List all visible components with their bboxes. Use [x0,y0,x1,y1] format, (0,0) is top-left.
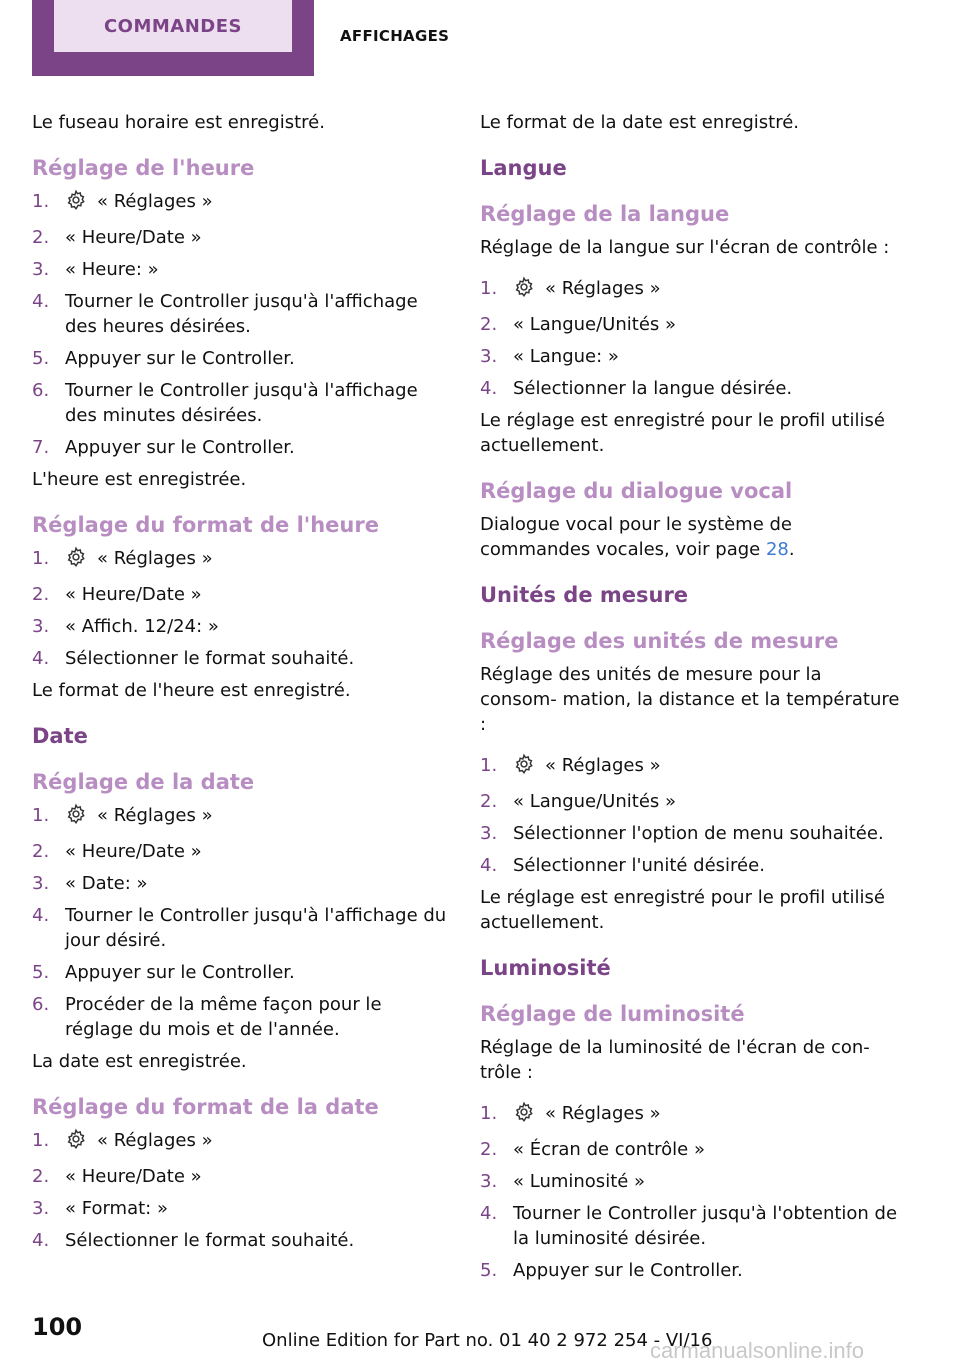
tab-commandes-label: COMMANDES [54,0,292,52]
step-number: 1. [480,1103,498,1124]
paragraph-luminosite-intro: Réglage de la luminosité de l'écran de con‐ trôle : [480,1037,870,1083]
step-number: 5. [32,348,50,369]
step-text: « Réglages » [545,755,661,776]
paragraph-date: La date est enregistrée. [32,1051,247,1072]
list-item [480,1101,900,1130]
step-number: 2. [32,584,50,605]
heading-unites: Unités de mesure [480,583,689,607]
step-text: « Heure/Date » [65,227,202,248]
paragraph-dialogue [480,512,900,562]
settings-gear-icon [65,546,87,575]
step-number: 1. [32,548,50,569]
list-item [32,646,452,671]
step-text: « Réglages » [545,278,661,299]
list-item [480,1258,900,1283]
heading-reglage-unites: Réglage des unités de mesure [480,629,839,653]
step-text: « Affich. 12/24: » [65,616,219,637]
step-number: 6. [32,380,50,401]
list-item [480,753,900,782]
list-item [32,257,452,282]
list-item [32,225,452,250]
step-number: 2. [480,791,498,812]
tab-commandes[interactable] [32,0,314,76]
list-item [32,803,452,832]
step-text: « Écran de contrôle » [513,1139,705,1160]
list-item [32,189,452,218]
heading-reglage-luminosite: Réglage de luminosité [480,1002,745,1026]
step-number: 1. [32,191,50,212]
step-number: 4. [32,648,50,669]
paragraph-unites-intro: Réglage des unités de mesure pour la consom‐ mation, la distance et la température : [480,664,900,735]
list-item [480,1169,900,1194]
paragraph-heure: L'heure est enregistrée. [32,469,247,490]
step-number: 2. [32,841,50,862]
step-number: 3. [480,823,498,844]
step-number: 6. [32,994,50,1015]
step-text: « Langue: » [513,346,619,367]
step-text: « Heure/Date » [65,584,202,605]
step-text: « Réglages » [97,191,213,212]
step-number: 2. [32,1166,50,1187]
right-column [480,110,900,1290]
edition-footer: Online Edition for Part no. 01 40 2 972 254 - VI/16 [262,1330,713,1351]
list-item [32,378,452,428]
paragraph-langue-profil: Le réglage est enregistré pour le profil utilisé actuellement. [480,410,885,456]
list-item [480,312,900,337]
watermark: carmanualsonline.info [650,1338,865,1363]
step-text: Sélectionner la langue désirée. [513,378,793,399]
step-number: 2. [480,314,498,335]
steps-date [32,803,452,1042]
step-number: 1. [480,755,498,776]
list-item [32,289,452,339]
step-text: Sélectionner le format souhaité. [65,1230,355,1251]
paragraph-unites-profil: Le réglage est enregistré pour le profil utilisé actuellement. [480,887,885,933]
step-number: 2. [32,227,50,248]
chapter-tabs [32,0,449,76]
dialogue-text: Dialogue vocal pour le système de commandes vocales, voir page [480,514,792,560]
step-text: « Langue/Unités » [513,791,677,812]
settings-gear-icon [65,189,87,218]
list-item [32,1128,452,1157]
step-number: 4. [480,855,498,876]
step-number: 5. [480,1260,498,1281]
heading-reglage-date: Réglage de la date [32,770,255,794]
list-item [32,1196,452,1221]
step-text: Appuyer sur le Controller. [513,1260,743,1281]
settings-gear-icon [513,753,535,782]
step-number: 3. [32,259,50,280]
heading-langue: Langue [480,156,567,180]
heading-luminosite: Luminosité [480,956,611,980]
step-text: Tourner le Controller jusqu'à l'affichage du jour désiré. [65,905,447,951]
step-text: « Date: » [65,873,148,894]
step-text: Procéder de la même façon pour le réglage du mois et de l'année. [65,994,382,1040]
heading-format-heure: Réglage du format de l'heure [32,513,379,537]
steps-format-heure [32,546,452,671]
paragraph-format-heure: Le format de l'heure est enregistré. [32,680,351,701]
step-number: 1. [32,1130,50,1151]
list-item [480,1201,900,1251]
list-item [480,853,900,878]
paragraph-format-date: Le format de la date est enregistré. [480,112,800,133]
step-text: « Réglages » [97,548,213,569]
step-text: « Heure/Date » [65,841,202,862]
list-item [32,960,452,985]
heading-date: Date [32,724,88,748]
list-item [480,376,900,401]
paragraph-fuseau: Le fuseau horaire est enregistré. [32,112,325,133]
paragraph-langue-intro: Réglage de la langue sur l'écran de contrôle : [480,237,890,258]
step-number: 1. [480,278,498,299]
list-item [32,839,452,864]
step-text: Tourner le Controller jusqu'à l'obtention de la luminosité désirée. [513,1203,898,1249]
step-number: 4. [32,905,50,926]
steps-heure [32,189,452,460]
step-text: Appuyer sur le Controller. [65,437,295,458]
step-number: 3. [32,616,50,637]
step-number: 4. [32,291,50,312]
list-item [480,789,900,814]
step-number: 3. [32,1198,50,1219]
list-item [32,435,452,460]
step-text: Tourner le Controller jusqu'à l'affichage des minutes désirées. [65,380,418,426]
step-number: 4. [480,1203,498,1224]
step-number: 4. [480,378,498,399]
list-item [480,821,900,846]
step-number: 3. [32,873,50,894]
step-text: Tourner le Controller jusqu'à l'affichage des heures désirées. [65,291,418,337]
list-item [480,1137,900,1162]
list-item [32,1228,452,1253]
list-item [32,903,452,953]
heading-reglage-heure: Réglage de l'heure [32,156,255,180]
step-text: « Heure: » [65,259,159,280]
step-text: Appuyer sur le Controller. [65,962,295,983]
step-text: « Réglages » [545,1103,661,1124]
step-text: Sélectionner l'option de menu souhaitée. [513,823,884,844]
steps-luminosite [480,1101,900,1283]
step-text: « Langue/Unités » [513,314,677,335]
steps-unites [480,753,900,878]
page-number: 100 [32,1313,83,1341]
dialogue-end: . [788,539,795,560]
step-number: 2. [480,1139,498,1160]
step-text: « Luminosité » [513,1171,646,1192]
step-text: « Heure/Date » [65,1166,202,1187]
settings-gear-icon [65,1128,87,1157]
list-item [32,992,452,1042]
step-number: 5. [32,962,50,983]
step-text: « Réglages » [97,805,213,826]
left-column [32,110,452,1260]
step-text: Appuyer sur le Controller. [65,348,295,369]
list-item [32,614,452,639]
list-item [32,1164,452,1189]
step-text: « Réglages » [97,1130,213,1151]
step-text: Sélectionner le format souhaité. [65,648,355,669]
list-item [480,344,900,369]
list-item [480,276,900,305]
step-number: 1. [32,805,50,826]
step-number: 3. [480,1171,498,1192]
tab-affichages[interactable]: AFFICHAGES [340,27,450,45]
list-item [32,582,452,607]
steps-format-date [32,1128,452,1253]
list-item [32,871,452,896]
heading-dialogue-vocal: Réglage du dialogue vocal [480,479,793,503]
step-number: 4. [32,1230,50,1251]
steps-langue [480,276,900,401]
page-28-link[interactable]: 28 [765,539,789,560]
step-number: 3. [480,346,498,367]
heading-format-date: Réglage du format de la date [32,1095,379,1119]
step-text: « Format: » [65,1198,168,1219]
step-number: 7. [32,437,50,458]
list-item [32,546,452,575]
step-text: Sélectionner l'unité désirée. [513,855,765,876]
settings-gear-icon [513,1101,535,1130]
list-item [32,346,452,371]
heading-reglage-langue: Réglage de la langue [480,202,730,226]
settings-gear-icon [65,803,87,832]
settings-gear-icon [513,276,535,305]
